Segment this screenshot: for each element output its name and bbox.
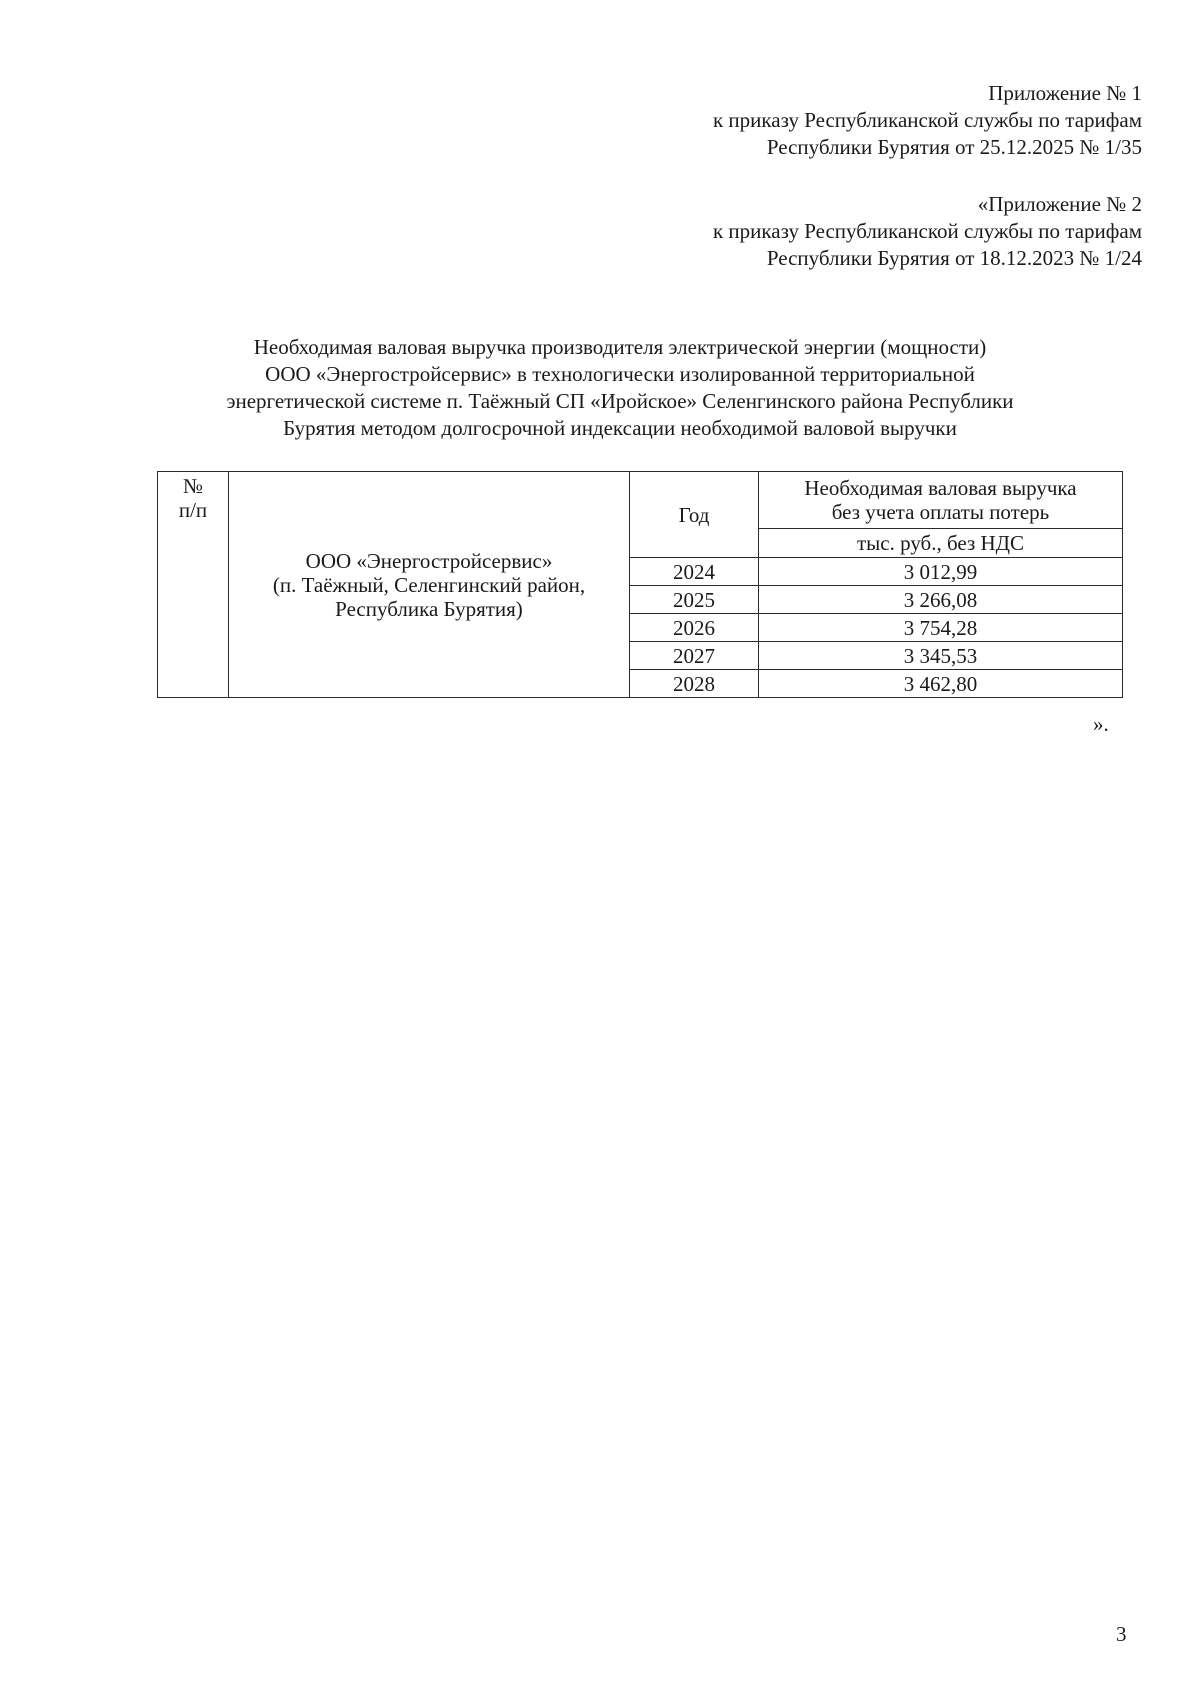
header-value-line: Необходимая валовая выручка <box>804 476 1077 500</box>
header-number-abbr: п/п <box>178 498 208 522</box>
header-value-cell <box>759 472 1123 529</box>
value-cell: 3 345,53 <box>759 642 1123 670</box>
table-header-row <box>158 472 1123 529</box>
year-cell: 2026 <box>630 614 759 642</box>
appendix-2-line: «Приложение № 2 <box>977 192 1142 216</box>
organization-cell <box>229 472 630 698</box>
header-value-line: без учета оплаты потерь <box>831 500 1050 524</box>
page-number: 3 <box>1116 1622 1127 1646</box>
appendix-1-line: к приказу Республиканской службы по тарифам <box>712 108 1142 132</box>
value-cell: 3 462,80 <box>759 670 1123 698</box>
title-line: Необходимая валовая выручка производителя электрической энергии (мощности) <box>253 335 987 359</box>
year-cell: 2025 <box>630 586 759 614</box>
header-number-cell <box>158 472 229 698</box>
appendix-1-line: Приложение № 1 <box>988 81 1142 105</box>
year-cell: 2028 <box>630 670 759 698</box>
organization-name: ООО «Энергостройсервис» <box>305 548 553 573</box>
year-cell: 2024 <box>630 558 759 586</box>
year-cell: 2027 <box>630 642 759 670</box>
revenue-table <box>157 471 1123 698</box>
document-title <box>140 334 1100 442</box>
closing-quote-mark: ». <box>1093 712 1109 736</box>
organization-region: Республика Бурятия) <box>335 596 523 621</box>
value-cell: 3 266,08 <box>759 586 1123 614</box>
title-line: Бурятия методом долгосрочной индексации необходимой валовой выручки <box>283 416 957 440</box>
appendix-2-line: Республики Бурятия от 18.12.2023 № 1/24 <box>766 246 1142 270</box>
appendix-2-header <box>713 191 1142 272</box>
header-unit-cell: тыс. руб., без НДС <box>759 529 1123 558</box>
value-cell: 3 012,99 <box>759 558 1123 586</box>
appendix-2-line: к приказу Республиканской службы по тарифам <box>712 219 1142 243</box>
title-line: ООО «Энергостройсервис» в технологически изолированной территориальной <box>265 362 975 386</box>
header-number-sign: № <box>182 474 204 498</box>
appendix-1-header <box>713 80 1142 161</box>
appendix-1-line: Республики Бурятия от 25.12.2025 № 1/35 <box>766 135 1142 159</box>
header-year-cell: Год <box>630 472 759 558</box>
value-cell: 3 754,28 <box>759 614 1123 642</box>
organization-location: (п. Таёжный, Селенгинский район, <box>272 572 586 597</box>
title-line: энергетической системе п. Таёжный СП «Иройское» Селенгинского района Республики <box>226 389 1014 413</box>
